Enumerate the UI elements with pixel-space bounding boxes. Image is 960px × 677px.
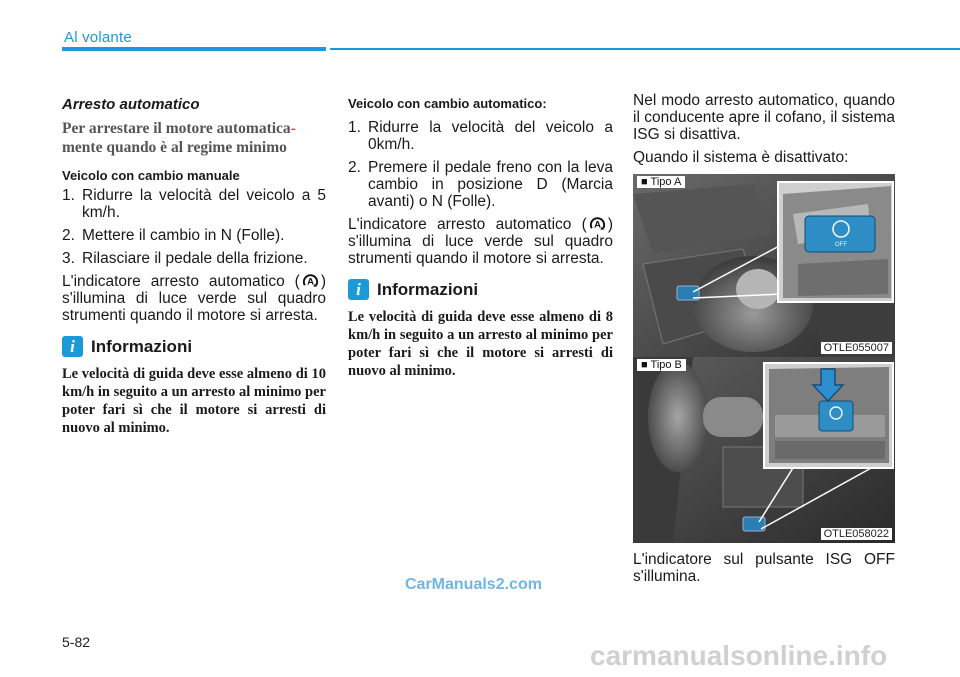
auto-stop-icon [588,214,607,233]
figure-type-b [633,357,895,543]
page-number: 5-82 [62,634,91,650]
watermark: CarManuals2.com [405,576,542,593]
column-1 [62,92,326,437]
info-text: Le velocità di guida deve esse almeno di 8 km/h in seguito a un arresto al minimo per poter fari sì che il motore si arresti di nuovo al minimo. [348,309,613,379]
footer-watermark: carmanualsonline.info [590,640,888,671]
indicator-paragraph: L'indicatore arresto automatico ( A ) s'illumina di luce verde sul quadro strumenti quando il motore si arresta. [62,273,326,324]
figure-tag: ■ Tipo B [637,359,686,371]
console-photo-b [633,357,895,543]
manual-label: Veicolo con cambio manuale [62,168,240,183]
list-item: 1. Ridurre la velocità del veicolo a 5 km/h. [62,187,326,221]
paragraph: Nel modo arresto automatico, quando il conducente apre il cofano, il sistema ISG si disattiva. [633,92,895,143]
svg-text:A: A [306,276,314,288]
svg-text:OFF: OFF [835,242,847,248]
info-text: Le velocità di guida deve esse almeno di 10 km/h in seguito a un arresto al minimo per poter fari sì che il motore si arresti di nuovo al minimo. [62,366,326,436]
figure-type-a [633,174,895,357]
paragraph: L'indicatore sul pulsante ISG OFF s'illumina. [633,551,895,585]
figure-code: OTLE058022 [821,528,892,540]
figure-tag: ■ Tipo A [637,176,685,188]
header-rule-thick [62,47,326,51]
auto-label: Veicolo con cambio automatico: [348,96,547,111]
info-icon: i [62,336,83,357]
paragraph: Quando il sistema è disattivato: [633,149,849,166]
console-photo-a [633,174,895,357]
figure-code: OTLE055007 [821,342,892,354]
info-title: Informazioni [91,336,193,356]
indicator-paragraph: L'indicatore arresto automatico ( A ) s'illumina di luce verde sul quadro strumenti quando il motore si arresta. [348,216,613,267]
column-2 [348,92,613,380]
column-3 [633,92,895,591]
info-header [62,336,326,357]
header-rule-thin [330,48,960,50]
list-item: 2. Mettere il cambio in N (Folle). [62,227,285,244]
list-item: 2. Premere il pedale freno con la leva cambio in posizione D (Marcia avanti) o N (Folle). [348,159,613,210]
info-header [348,279,613,300]
info-title: Informazioni [377,279,479,299]
list-item: 3. Rilasciare il pedale della frizione. [62,250,308,267]
section-title: Al volante [64,29,132,46]
info-icon: i [348,279,369,300]
list-item: 1. Ridurre la velocità del veicolo a 0km/h. [348,119,613,153]
section-heading: Arresto automatico [62,96,200,113]
auto-stop-icon [301,271,320,290]
subtitle: Per arrestare il motore automatica- mente quando è al regime minimo [62,120,296,156]
svg-text:A: A [593,219,601,231]
